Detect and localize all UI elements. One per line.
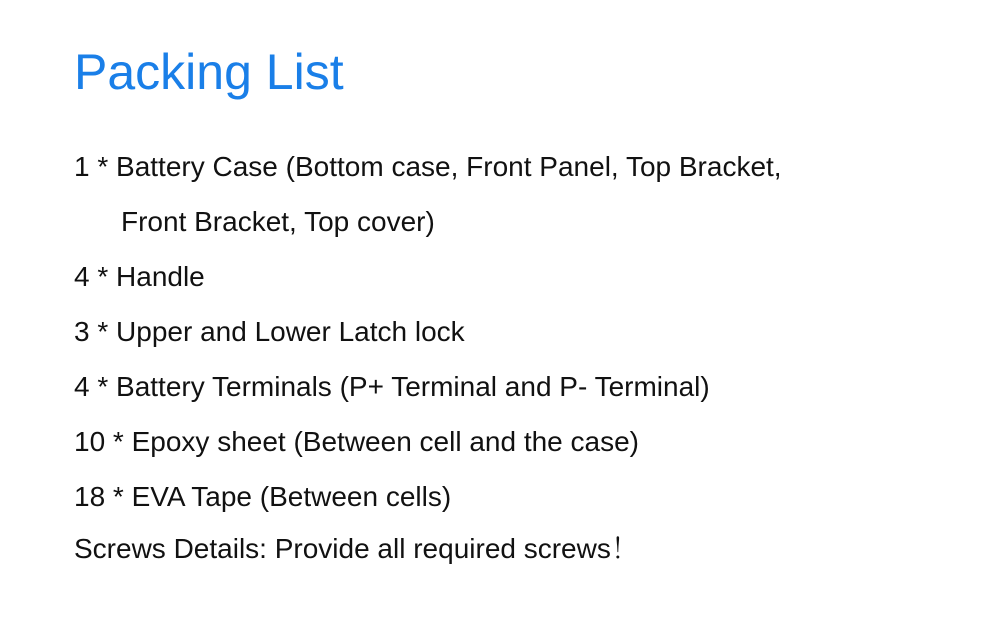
screws-note: Screws Details: Provide all required screws！ <box>74 533 639 564</box>
list-item-battery-case <box>74 139 974 249</box>
list-item-text-continued: Front Bracket, Top cover) <box>121 206 435 237</box>
list-item-latch-lock <box>74 304 974 359</box>
list-item-text: 10 * Epoxy sheet (Between cell and the case) <box>74 426 640 457</box>
list-item-text: 1 * Battery Case (Bottom case, Front Panel, Top Bracket, <box>74 151 782 182</box>
list-item-text: 18 * EVA Tape (Between cells) <box>74 481 452 512</box>
packing-list <box>74 139 974 524</box>
list-item-text: 4 * Battery Terminals (P+ Terminal and P- Terminal) <box>74 371 710 402</box>
list-item-eva-tape <box>74 469 974 524</box>
list-item-epoxy-sheet <box>74 414 974 469</box>
list-item-text: 4 * Handle <box>74 261 205 292</box>
list-item-text: 3 * Upper and Lower Latch lock <box>74 316 465 347</box>
list-item-handle <box>74 249 974 304</box>
page-title: Packing List <box>74 44 344 100</box>
list-item-battery-terminals <box>74 359 974 414</box>
